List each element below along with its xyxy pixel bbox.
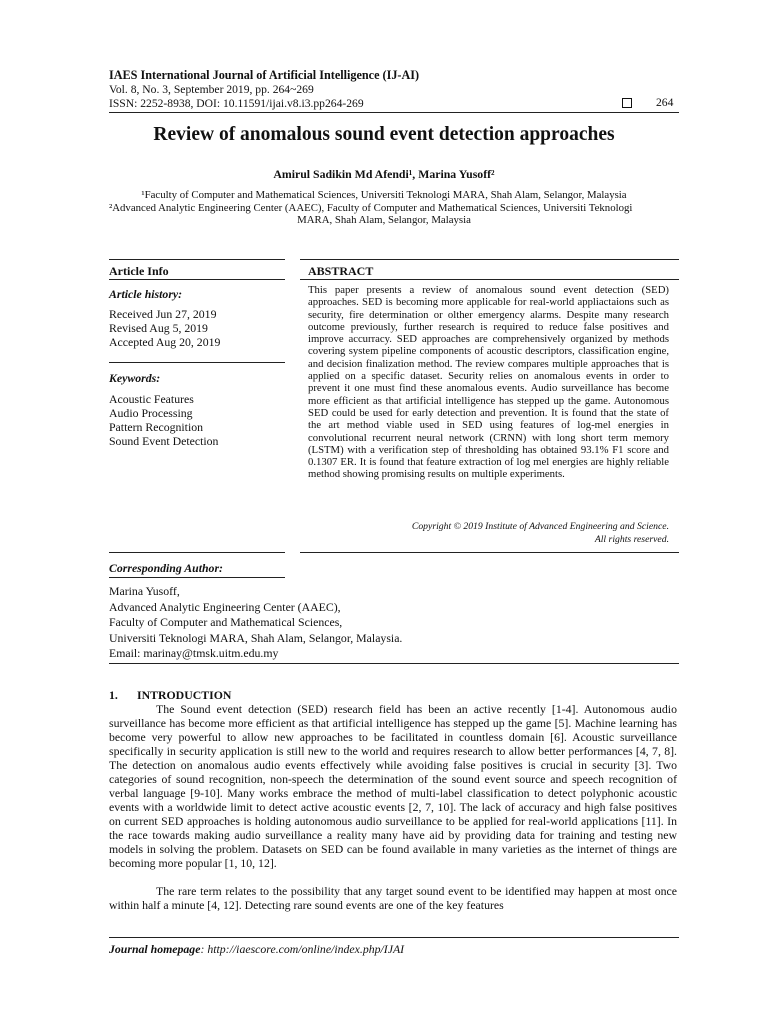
homepage-label: Journal homepage (109, 942, 201, 956)
section-number: 1. (109, 688, 118, 702)
keywords-label: Keywords: (109, 371, 161, 385)
abstract-top-rule (300, 259, 679, 260)
info-bottom-rule (109, 552, 285, 553)
authors: Amirul Sadikin Md Afendi¹, Marina Yusoff² (273, 167, 495, 181)
abstract-text: This paper presents a review of anomalous sound event detection (SED) approaches. SED is becoming more applicable for real-world appliactaions such as security, fire determination or olther emergency alarms. Despite many research outcome previously, further research is required to reduce false positives and improve accurracy. SED approaches are comprehensively organized by methods covering system pipeline components of acoustic descriptors, classification engine, and decision finalization method. The review compares multiple approaches that is applied on a specific dataset. Security relies on anomalous events in order to prevent it one must find these anomalous events. Audio surveillance has become more efficient as that artificial intelligence has stepped up the game. Autonomous SED could be used for early detection and prevention. It is found that the state of the art method viable used in SED using features of log-mel energies in convolutional recurrent neural network (CRNN) with long short term memory (LSTM) with a verification step of thresholding has obtained 93.1% F1 score and 0.1307 ER. It is found that feature extraction of log mel energies are highly reliable method showing promising results on multiple experiments. (308, 284, 669, 481)
copyright-line1: Copyright © 2019 Institute of Advanced Engineering and Science. (411, 521, 669, 532)
corresponding-author-block (109, 584, 402, 662)
corresponding-line3: Universiti Teknologi MARA, Shah Alam, Selangor, Malaysia. (109, 630, 403, 645)
header-rule (109, 112, 679, 113)
info-heading-rule (109, 279, 285, 280)
homepage-link[interactable]: http://iaescore.com/online/index.php/IJAI (207, 942, 405, 956)
section-heading (109, 688, 231, 703)
copyright-line2: All rights reserved. (594, 534, 669, 545)
keyword: Sound Event Detection (109, 434, 219, 448)
issn-doi: ISSN: 2252-8938, DOI: 10.11591/ijai.v8.i3.pp264-269 (109, 97, 364, 110)
article-info-heading: Article Info (109, 264, 169, 278)
journal-name: IAES International Journal of Artificial Intelligence (IJ-AI) (109, 68, 420, 82)
intro-paragraph-1 (109, 702, 677, 870)
article-history-label: Article history: (109, 287, 183, 301)
page-number: 264 (656, 96, 674, 109)
keyword: Audio Processing (109, 406, 193, 420)
accepted-date: Accepted Aug 20, 2019 (109, 335, 221, 349)
journal-homepage: Journal homepage: http://iaescore.com/online/index.php/IJAI (109, 942, 405, 956)
footer-rule (109, 937, 679, 938)
intro-paragraph-2 (109, 884, 677, 912)
info-top-rule (109, 259, 285, 260)
corresponding-line1: Advanced Analytic Engineering Center (AAEC), (109, 599, 341, 614)
affiliation-1: ¹Faculty of Computer and Mathematical Sciences, Universiti Teknologi MARA, Shah Alam, Selangor, Malaysia (141, 189, 627, 201)
corresponding-rule (109, 577, 285, 578)
section-title: INTRODUCTION (137, 688, 232, 702)
affiliation-2-line2: MARA, Shah Alam, Selangor, Malaysia (297, 214, 471, 226)
received-date: Received Jun 27, 2019 (109, 307, 217, 321)
paragraph-text: The Sound event detection (SED) research field has been an active recently [1-4]. Autonomous audio surveillance has become more efficient as that artificial intelligence has stepped up the game [5]. Machine learning has become very powerful to allow new approaches to be facilitated in countless domain [6]. Acoustic surveillance specifically in security application is still new to the world and requires research to allow better performances [4, 7, 8]. The detection on anomalous audio events effectively while avoiding false positives is crucial in security [3]. Two categories of sound recognition, non-speech the determination of the sound event source and speech recognition of verbal language [9-10]. Many works embrace the method of multi-label classification to detect polyphonic acoustic events with a worldwide limit to detect active acoustic events [2, 7, 10]. The lack of accuracy and high false positives on current SED approaches is holding autonomous audio surveillance to be applied for real-world applications [11]. In the race towards making audio surveillance a reality many have aid by providing data for training and testing new models in solving the problem. Datasets on SED can be found available in many varieties as the internet of things are becoming more popular [1, 10, 12]. (109, 702, 677, 870)
keyword: Acoustic Features (109, 392, 194, 406)
affiliation-2-line1: ²Advanced Analytic Engineering Center (AAEC), Faculty of Computer and Mathematical Sciences, Universiti Teknologi (109, 202, 633, 214)
paragraph-text: The rare term relates to the possibility that any target sound event to be identified may happen at most once within half a minute [4, 12]. Detecting rare sound events are one of the key features (109, 884, 677, 912)
corresponding-line2: Faculty of Computer and Mathematical Sciences, (109, 615, 343, 629)
corresponding-author-label: Corresponding Author: (109, 561, 223, 575)
square-icon (622, 98, 632, 108)
abstract-bottom-rule (300, 552, 679, 553)
abstract-heading-rule (300, 279, 679, 280)
keyword: Pattern Recognition (109, 420, 204, 434)
abstract-heading: ABSTRACT (308, 264, 374, 278)
corresponding-bottom-rule (109, 663, 679, 664)
corresponding-email[interactable]: Email: marinay@tmsk.uitm.edu.my (109, 646, 279, 660)
volume-info: Vol. 8, No. 3, September 2019, pp. 264~269 (109, 83, 314, 96)
keywords-rule (109, 362, 285, 363)
paper-title: Review of anomalous sound event detection approaches (153, 124, 615, 145)
revised-date: Revised Aug 5, 2019 (109, 321, 208, 335)
corresponding-name: Marina Yusoff, (109, 584, 180, 598)
